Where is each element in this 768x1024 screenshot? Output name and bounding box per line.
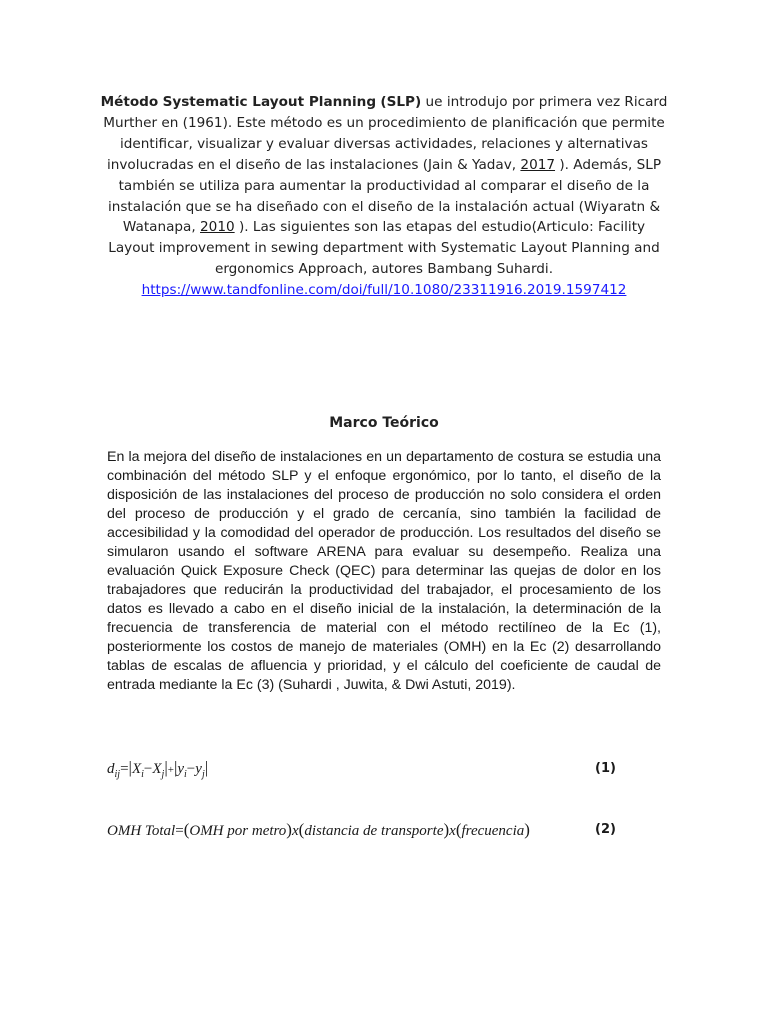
eq1-minus-2: − (186, 761, 196, 777)
eq2-term-3: frecuencia (461, 823, 525, 839)
eq2-x-1: x (291, 823, 299, 839)
intro-text-3: ). Las siguientes son las etapas del estudio(Articulo: Facility Layout improvement in sewing department with Systematic Layout Planning and ergonomics Approach, autores Bambang Suhardi. (108, 219, 660, 278)
eq1-x2: X (152, 761, 162, 777)
eq1-x1-sub: i (141, 769, 144, 780)
equation-1-number: (1) (595, 761, 616, 776)
eq1-plus: + (167, 764, 174, 776)
eq1-y1-sub: i (184, 769, 187, 780)
section-paragraph: En la mejora del diseño de instalaciones en un departamento de costura se estudia una combinación del método SLP y el enfoque ergonómico, por lo tanto, el diseño de la disposición de las instalaciones del proceso de producción no solo considera el orden del proceso de producción y el grado de cercanía, sino también la facilidad de accesibilidad y la comodidad del operador de producción. Los resultados del diseño se simularon usando el software ARENA para evaluar su desempeño. Realiza una evaluación Quick Exposure Check (QEC) para determinar las quejas de dolor en los trabajadores que reducirán la productividad del trabajador, el procesamiento de los datos es llevado a cabo en el diseño inicial de la instalación, la determinación de la frecuencia de transferencia de material con el método rectilíneo de la Ec (1), posteriormente los costos de manejo de materiales (OMH) en la Ec (2) desarrollando tablas de escalas de afluencia y prioridad, y el cálculo del coeficiente de caudal de entrada mediante la Ec (3) (Suhardi , Juwita, & Dwi Astuti, 2019). (107, 449, 661, 693)
eq1-y2-sub: j (201, 769, 205, 780)
intro-bold-method: Método (100, 94, 159, 110)
eq1-x1: X (131, 761, 142, 777)
eq1-y2: y (195, 761, 202, 777)
eq1-equals: = (120, 761, 129, 777)
intro-bold-name: Systematic Layout Planning (162, 94, 377, 110)
section-heading: Marco Teórico (329, 415, 439, 431)
intro-text-2: ). Además, SLP también se utiliza para aumentar la productividad al comparar el diseño de la instalación que se ha diseñado con el diseño de la instalación actual (Wiyaratn & Watanapa, (107, 156, 662, 236)
equation-2-number: (2) (595, 822, 616, 837)
eq2-x-2: x (449, 823, 456, 839)
intro-paragraph (100, 92, 668, 301)
equation-2: OMH Total=(OMH por metro)x(distancia de transporte)x(frecuencia) (107, 820, 530, 839)
eq2-term-1: OMH por metro (189, 823, 287, 839)
eq1-minus-1: − (143, 761, 153, 777)
eq1-y1: y (177, 761, 185, 777)
source-url-link[interactable]: https://www.tandfonline.com/doi/full/10.1080/23311916.2019.1597412 (141, 282, 627, 299)
intro-bold-abbr: (SLP) (380, 94, 422, 110)
eq1-x2-sub: j (161, 769, 165, 780)
intro-text-1: ue introdujo por primera vez Ricard Murther en (1961). Este método es un procedimiento de planificación que permite identificar, visualizar y evaluar diversas actividades, relaciones y alternativas involucradas en el diseño de las instalaciones (Jain & Yadav, (103, 94, 668, 173)
equation-1: $d_{ij}=|X_i-X_j|+|y_i-y_j|$ (107, 758, 209, 780)
eq2-lhs: OMH Total (107, 823, 176, 839)
eq1-lhs-sub: ij (114, 769, 121, 780)
eq2-term-2: distancia de transporte (304, 823, 444, 839)
citation-link-2017[interactable]: 2017 (520, 156, 556, 173)
citation-link-2010[interactable]: 2010 (200, 219, 235, 236)
eq2-equals: = (175, 823, 184, 839)
eq1-lhs: d (107, 761, 115, 777)
